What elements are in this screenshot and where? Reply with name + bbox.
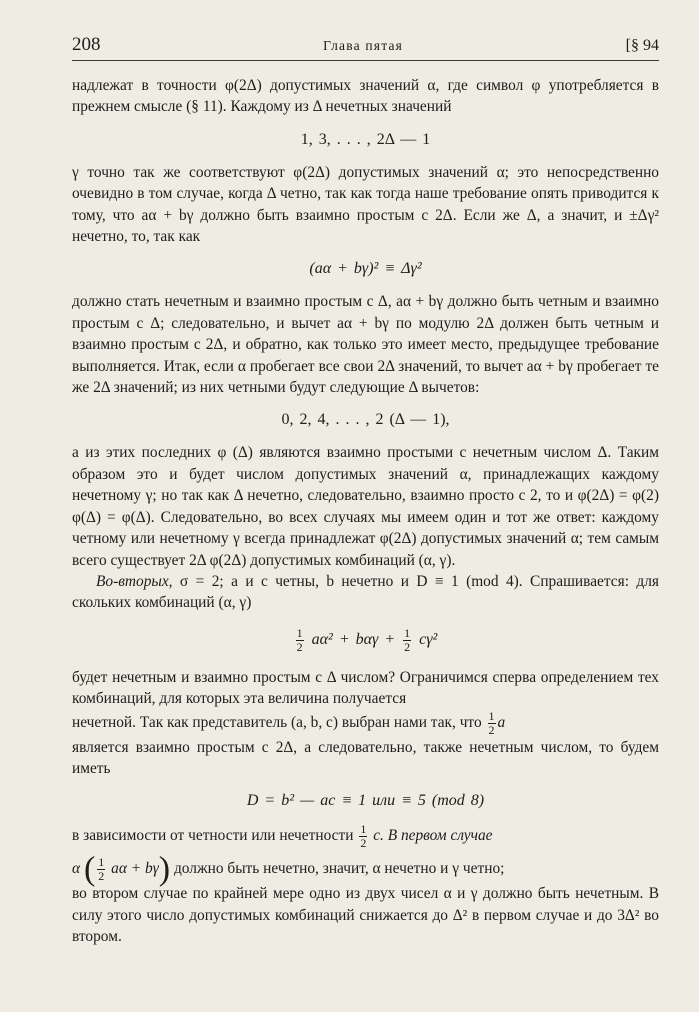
paragraph-text: σ = 2; a и c четны, b нечетно и D ≡ 1 (mod 4). Спрашивается: для скольких комбинаций (α, γ) [72,572,659,612]
formula-text: (aα + bγ)² ≡ Δγ² [309,260,422,278]
page-header [72,34,659,61]
paragraph-text: должно быть нечетно, значит, α нечетно и γ четно; [173,860,505,878]
fraction: $\frac{1}{2}$ [360,822,367,851]
formula-text: aα + bγ [111,860,159,878]
paragraph-text: в зависимости от четности или нечетности [72,827,354,845]
formula: 0, 2, 4, . . . , 2 (Δ — 1), [281,411,450,429]
formula-text: α [72,860,81,878]
fraction: $\frac{1}{2}$ [98,855,105,884]
paragraph [72,850,659,888]
chapter-title: Глава пятая [323,38,404,53]
paragraph: будет нечетным и взаимно простым с Δ числом? Ограничимся сперва определением тех комбинаций, для которых эта величина получается [72,668,659,708]
paragraph [72,710,659,737]
page-number: 208 [72,34,101,55]
formula-text: cγ² [419,630,438,648]
paragraph [72,571,659,614]
paragraph: во втором случае по крайней мере одно из двух чисел α и γ должно быть нечетным. В силу этого число допустимых комбинаций снижается до Δ² в первом случае и до 3Δ² во втором. [72,885,659,946]
formula [72,792,659,810]
paragraph: должно стать нечетным и взаимно простым с Δ, aα + bγ должно быть четным и взаимно простым с Δ; следовательно, и вычет aα + bγ по модулю 2Δ должен быть четным и взаимно простым с 2Δ, и обратно, как только это имеет место, предыдущее требование выполняется. Итак, если α пробегает все свои 2Δ значений, то вычет aα + bγ пробегает те же 2Δ значений; из них четными будут следующие Δ вычетов: [72,293,659,397]
formula-text: D = b² — ac ≡ 1 или ≡ 5 (mod 8) [246,792,485,810]
formula-text: a [497,713,506,731]
formula-text: c. В первом случае [373,827,493,845]
section-marker: [§ 94 [625,37,659,54]
fraction: $\frac{1}{2}$ [488,708,495,737]
formula-text: aα² + bαγ + [311,630,396,648]
paragraph: γ точно так же соответствуют φ(2Δ) допустимых значений α; это непосредственно очевидно в том случае, когда Δ четно, так как тогда наше требование опять приводится к тому, что aα + bγ должно быть взаимно простым с 2Δ. Если же Δ, а значит, и ±Δγ² нечетно, то, так как [72,163,659,246]
paragraph: является взаимно простым с 2Δ, а следовательно, также нечетным числом, то будем иметь [72,738,659,777]
formula [72,260,659,278]
emphasis: Во-вторых, [96,572,173,590]
paragraph-text: нечетной. Так как представитель (a, b, c) выбран нами так, что [72,713,482,731]
paragraph: надлежат в точности φ(2Δ) допустимых значений α, где символ φ употребляется в прежнем смысле (§ 11). Каждому из Δ нечетных значений [72,77,659,116]
formula: 1, 3, . . . , 2Δ — 1 [300,130,431,148]
paren-open: ( [83,850,96,888]
fraction: $\frac{1}{2}$ [404,625,411,654]
formula [72,627,659,654]
fraction: $\frac{1}{2}$ [296,625,303,654]
paragraph: а из этих последних φ (Δ) являются взаимно простыми с нечетным числом Δ. Таким образом это и будет числом допустимых значений α, принадлежащих каждому нечетному γ; но так как Δ нечетно, следовательно, взаимно просто с 2, то и φ(2Δ) = φ(2) φ(Δ) = φ(Δ). Следовательно, во всех случаях мы имеем один и тот же ответ: каждому четному или нечетному γ всегда принадлежат φ(2Δ) допустимых значений α; тем самым всего существует 2Δ φ(2Δ) допустимых комбинаций (α, γ). [72,444,659,569]
paragraph [72,823,659,850]
paren-close: ) [158,850,171,888]
